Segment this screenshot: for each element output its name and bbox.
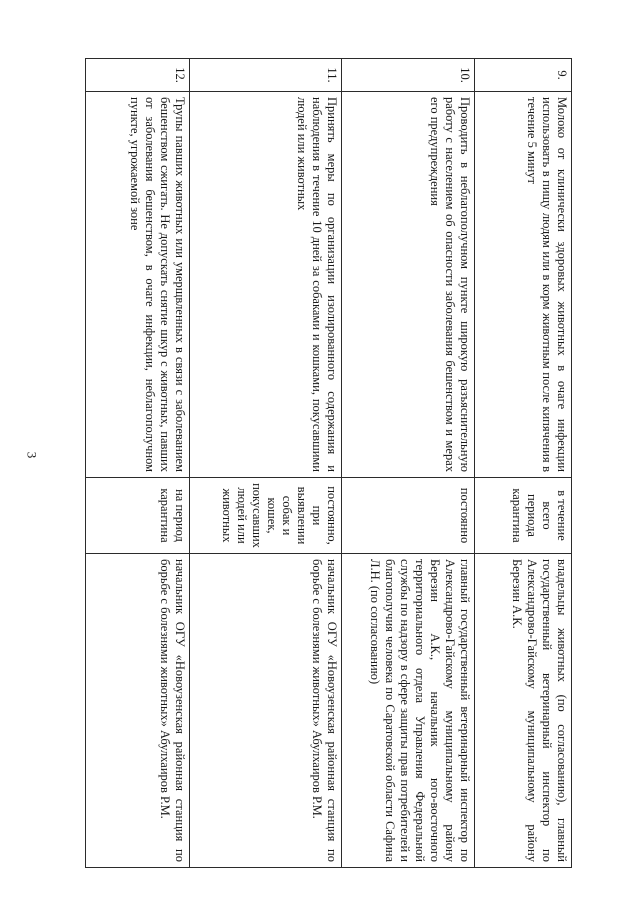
row-number: 9. — [475, 59, 572, 92]
table-row — [342, 59, 475, 868]
responsible-cell: главный государственный ветеринарный инспектор по Александрово-Гайскому муниципальному району Березин А.К., начальник юго-восточного территориального отдела Управления Федеральной службы по надзору в сфере защиты прав потребителей и благополучия человека по Саратовской области Сафина Л.Н. (по согласованию) — [342, 554, 475, 868]
term-cell: постоянно — [342, 478, 475, 554]
measures-table — [85, 58, 572, 868]
term-cell: постоянно, при выявлении собак и кошек, покусавших людей или животных — [190, 478, 342, 554]
row-number: 10. — [342, 59, 475, 92]
measure-cell: Принять меры по организации изолированного содержания и наблюдения в течение 10 дней за собаками и кошками, покусавшими людей или животных — [190, 92, 342, 478]
measure-cell: Молоко от клинически здоровых животных в очаге инфекции использовать в пищу людям или в корм животным после кипячения в течение 5 минут — [475, 92, 572, 478]
page-number: 3 — [24, 451, 40, 459]
table-row — [190, 59, 342, 868]
table-row — [86, 59, 190, 868]
measure-cell: Трупы павших животных или умерщвленных в связи с заболеванием бешенством сжигать. Не допускать снятие шкур с животных, павших от заболевания бешенством, в очаге инфекции, неблагополучном пункте, угрожаемой зоне — [86, 92, 190, 478]
row-number: 12. — [86, 59, 190, 92]
measure-cell: Проводить в неблагополучном пункте широкую разъяснительную работу с населением об опасности заболевания бешенством и мерах его предупреждения — [342, 92, 475, 478]
measures-table-container — [86, 58, 572, 868]
term-cell: в течение всего периода карантина — [475, 478, 572, 554]
responsible-cell: владельцы животных (по согласованию), главный государственный ветеринарный инспектор по Александрово-Гайскому муниципальному району Березин А.К. — [475, 554, 572, 868]
responsible-cell: начальник ОГУ «Новоузенская районная станция по борьбе с болезнями животных» Абулхаиров Р.М. — [190, 554, 342, 868]
responsible-cell: начальник ОГУ «Новоузенская районная станция по борьбе с болезнями животных» Абулхаиров Р.М. — [86, 554, 190, 868]
table-row — [475, 59, 572, 868]
row-number: 11. — [190, 59, 342, 92]
term-cell: на период карантина — [86, 478, 190, 554]
